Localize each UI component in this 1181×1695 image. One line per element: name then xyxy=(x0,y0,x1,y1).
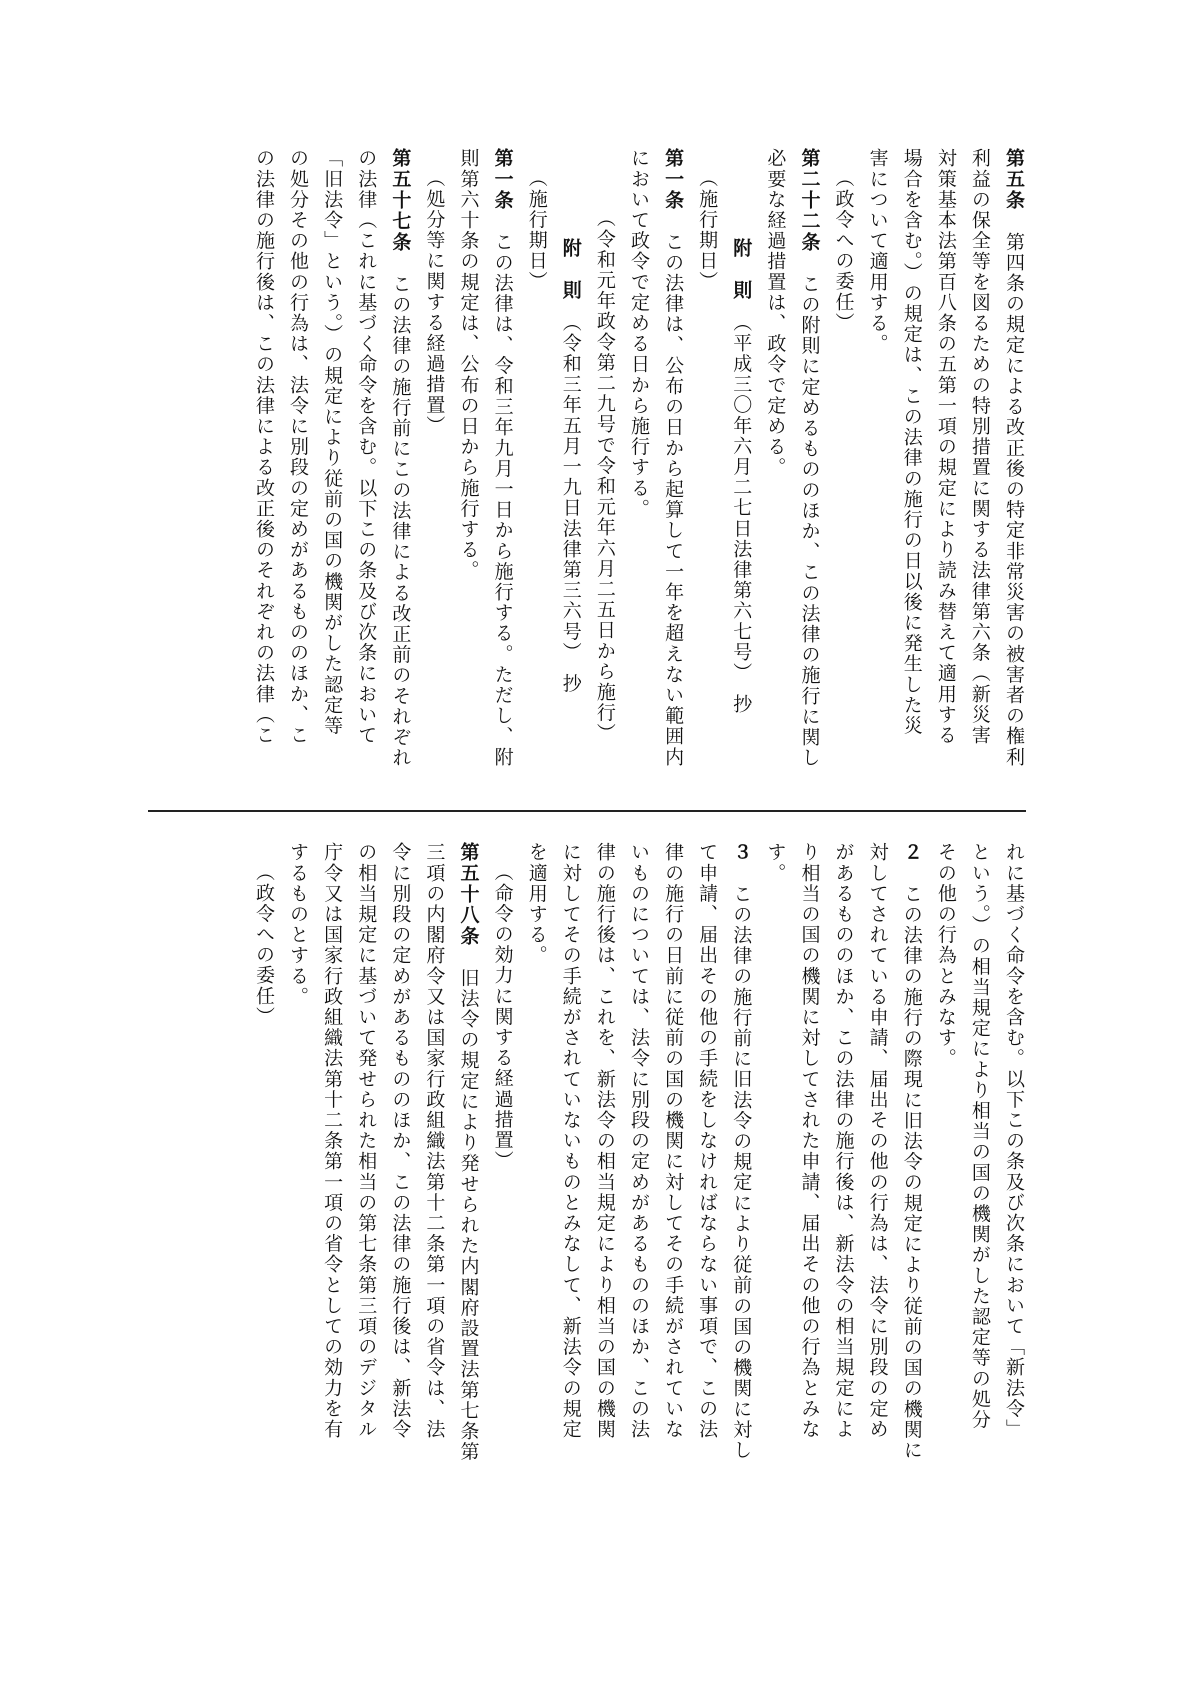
article-57-line-2: の法律（これに基づく命令を含む。以下この条及び次条において xyxy=(355,148,378,746)
paragraph-3-line-3: 律の施行の日前に従前の国の機関に対してその手続がされていな xyxy=(662,842,685,1440)
supplementary-2-label: 附 則 xyxy=(559,238,582,301)
caption-order-effect: （命令の効力に関する経過措置） xyxy=(491,862,514,1171)
article-58-number: 第五十八条 xyxy=(457,842,480,947)
article-5-line-5: 害について適用する。 xyxy=(866,148,889,354)
article-58-line-4: の相当規定に基づいて発せられた相当の第七条第三項のデジタル xyxy=(355,842,378,1440)
article-22-line-1: 第二十二条 この附則に定めるもののほか、この法律の施行に関し xyxy=(798,148,821,769)
article-57-number: 第五十七条 xyxy=(389,148,412,253)
article-58-line-2: 三項の内閣府令又は国家行政組織法第十二条第一項の省令は、法 xyxy=(423,842,446,1440)
article-5-line-2: 利益の保全等を図るための特別措置に関する法律第六条（新災害 xyxy=(968,148,991,746)
article-1b-number: 第一条 xyxy=(491,148,514,211)
article-5-number: 第五条 xyxy=(1003,148,1025,211)
article-1a-line-1: 第一条 この法律は、公布の日から起算して一年を超えない範囲内 xyxy=(662,148,685,768)
paragraph-3-line-2: て申請、届出その他の手続をしなければならない事項で、この法 xyxy=(696,842,719,1440)
article-22-line-2: 必要な経過措置は、政令で定める。 xyxy=(764,148,787,478)
paragraph-3-line-5: 律の施行後は、これを、新法令の相当規定により相当の国の機関 xyxy=(593,842,616,1440)
paragraph-3-line-4: いものについては、法令に別段の定めがあるもののほか、この法 xyxy=(627,842,650,1440)
article-1a-number: 第一条 xyxy=(662,148,685,211)
article-5-line-4: 場合を含む。）の規定は、この法律の施行の日以後に発生した災 xyxy=(900,148,923,736)
article-57-line-5: の法律の施行後は、この法律による改正後のそれぞれの法律（こ xyxy=(252,148,275,746)
section-divider xyxy=(148,810,1026,812)
article-58-line-6: するものとする。 xyxy=(287,842,310,1007)
paragraph-2-line-2: 対してされている申請、届出その他の行為は、法令に別段の定め xyxy=(866,842,889,1440)
continuation-line-2: という。）の相当規定により相当の国の機関がした認定等の処分 xyxy=(968,842,991,1430)
continuation-line-3: その他の行為とみなす。 xyxy=(934,842,957,1069)
supplementary-1 xyxy=(728,148,753,803)
caption-effective-2: （施行期日） xyxy=(525,168,548,292)
paragraph-2-line-1: ２ この法律の施行の際現に旧法令の規定により従前の国の機関に xyxy=(900,842,923,1461)
paragraph-3-line-6: に対してその手続がされていないものとみなして、新法令の規定 xyxy=(559,842,582,1440)
article-58-line-5: 庁令又は国家行政組織法第十二条第一項の省令としての効力を有 xyxy=(321,842,344,1440)
article-57-line-4: の処分その他の行為は、法令に別段の定めがあるもののほか、こ xyxy=(287,148,310,746)
caption-delegation: （政令への委任） xyxy=(832,168,855,333)
article-1b-line-2: 則第六十条の規定は、公布の日から施行する。 xyxy=(457,148,480,581)
article-5-line-3: 対策基本法第百八条の五第一項の規定により読み替えて適用する xyxy=(934,148,957,746)
enforcement-note: （令和元年政令第二九号で令和元年六月二五日から施行） xyxy=(593,208,616,744)
supplementary-2-ref: （令和三年五月一九日法律第三六号） 抄 xyxy=(559,321,582,695)
supplementary-1-ref: （平成三〇年六月二七日法律第六七号） 抄 xyxy=(730,321,753,715)
caption-delegation-2: （政令への委任） xyxy=(252,862,275,1027)
bottom-text-block xyxy=(148,842,1026,1467)
article-22-number: 第二十二条 xyxy=(798,148,821,253)
paragraph-2-line-3: があるもののほか、この法律の施行後は、新法令の相当規定によ xyxy=(832,842,855,1440)
caption-effective-1: （施行期日） xyxy=(696,168,719,292)
article-58-line-3: 令に別段の定めがあるもののほか、この法律の施行後は、新法令 xyxy=(389,842,412,1440)
continuation-line-1: れに基づく命令を含む。以下この条及び次条において「新法令」 xyxy=(1003,842,1025,1440)
article-1b-line-1: 第一条 この法律は、令和三年九月一日から施行する。ただし、附 xyxy=(491,148,514,768)
supplementary-1-label: 附 則 xyxy=(730,238,753,301)
top-text-block xyxy=(148,148,1026,803)
supplementary-2 xyxy=(558,148,583,803)
paragraph-2-number: ２ xyxy=(900,842,923,863)
article-1a-line-2: において政令で定める日から施行する。 xyxy=(627,148,650,519)
article-57-line-1: 第五十七条 この法律の施行前にこの法律による改正前のそれぞれ xyxy=(389,148,412,769)
paragraph-3-number: ３ xyxy=(730,842,753,863)
paragraph-3-line-7: を適用する。 xyxy=(525,842,548,966)
article-5-line-1: 第五条 第四条の規定による改正後の特定非常災害の被害者の権利 xyxy=(1003,148,1025,768)
article-58-line-1: 第五十八条 旧法令の規定により発せられた内閣府設置法第七条第 xyxy=(457,842,480,1463)
paragraph-2-line-5: す。 xyxy=(764,842,787,884)
paragraph-3-line-1: ３ この法律の施行前に旧法令の規定により従前の国の機関に対し xyxy=(730,842,753,1461)
paragraph-2-line-4: り相当の国の機関に対してされた申請、届出その他の行為とみな xyxy=(798,842,821,1440)
article-57-line-3: 「旧法令」という。）の規定により従前の国の機関がした認定等 xyxy=(321,148,344,736)
caption-transition: （処分等に関する経過措置） xyxy=(423,168,446,436)
